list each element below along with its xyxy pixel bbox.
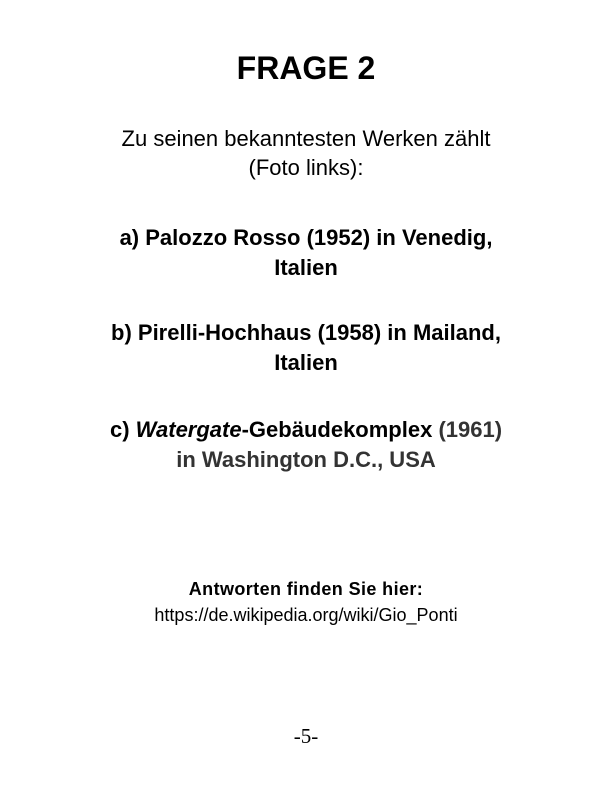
question-title: FRAGE 2 (236, 50, 376, 86)
answer-option-c (40, 415, 572, 475)
option-c-prefix: c) (109, 417, 136, 442)
page-number: -5- (293, 724, 319, 748)
answers-link[interactable]: https://de.wikipedia.org/wiki/Gio_Ponti (154, 605, 458, 625)
option-c-year: (1961) (438, 417, 503, 442)
intro-line-1: Zu seinen bekanntesten Werken zählt (121, 126, 491, 151)
answers-heading: Antworten finden Sie hier: (188, 579, 424, 599)
option-a-line-2: Italien (274, 255, 338, 280)
option-c-italic-name: Watergate (135, 417, 242, 442)
option-c-line-1 (40, 415, 572, 445)
option-c-line-2: in Washington D.C., USA (176, 447, 436, 472)
option-c-rest: -Gebäudekomplex (241, 417, 439, 442)
question-intro (56, 124, 556, 182)
option-a-line-1: a) Palozzo Rosso (1952) in Venedig, (119, 225, 493, 250)
answer-option-b (40, 318, 572, 378)
option-b-line-2: Italien (274, 350, 338, 375)
answer-option-a (40, 223, 572, 283)
option-b-line-1: b) Pirelli-Hochhaus (1958) in Mailand, (111, 320, 501, 345)
intro-line-2: (Foto links): (248, 155, 364, 180)
